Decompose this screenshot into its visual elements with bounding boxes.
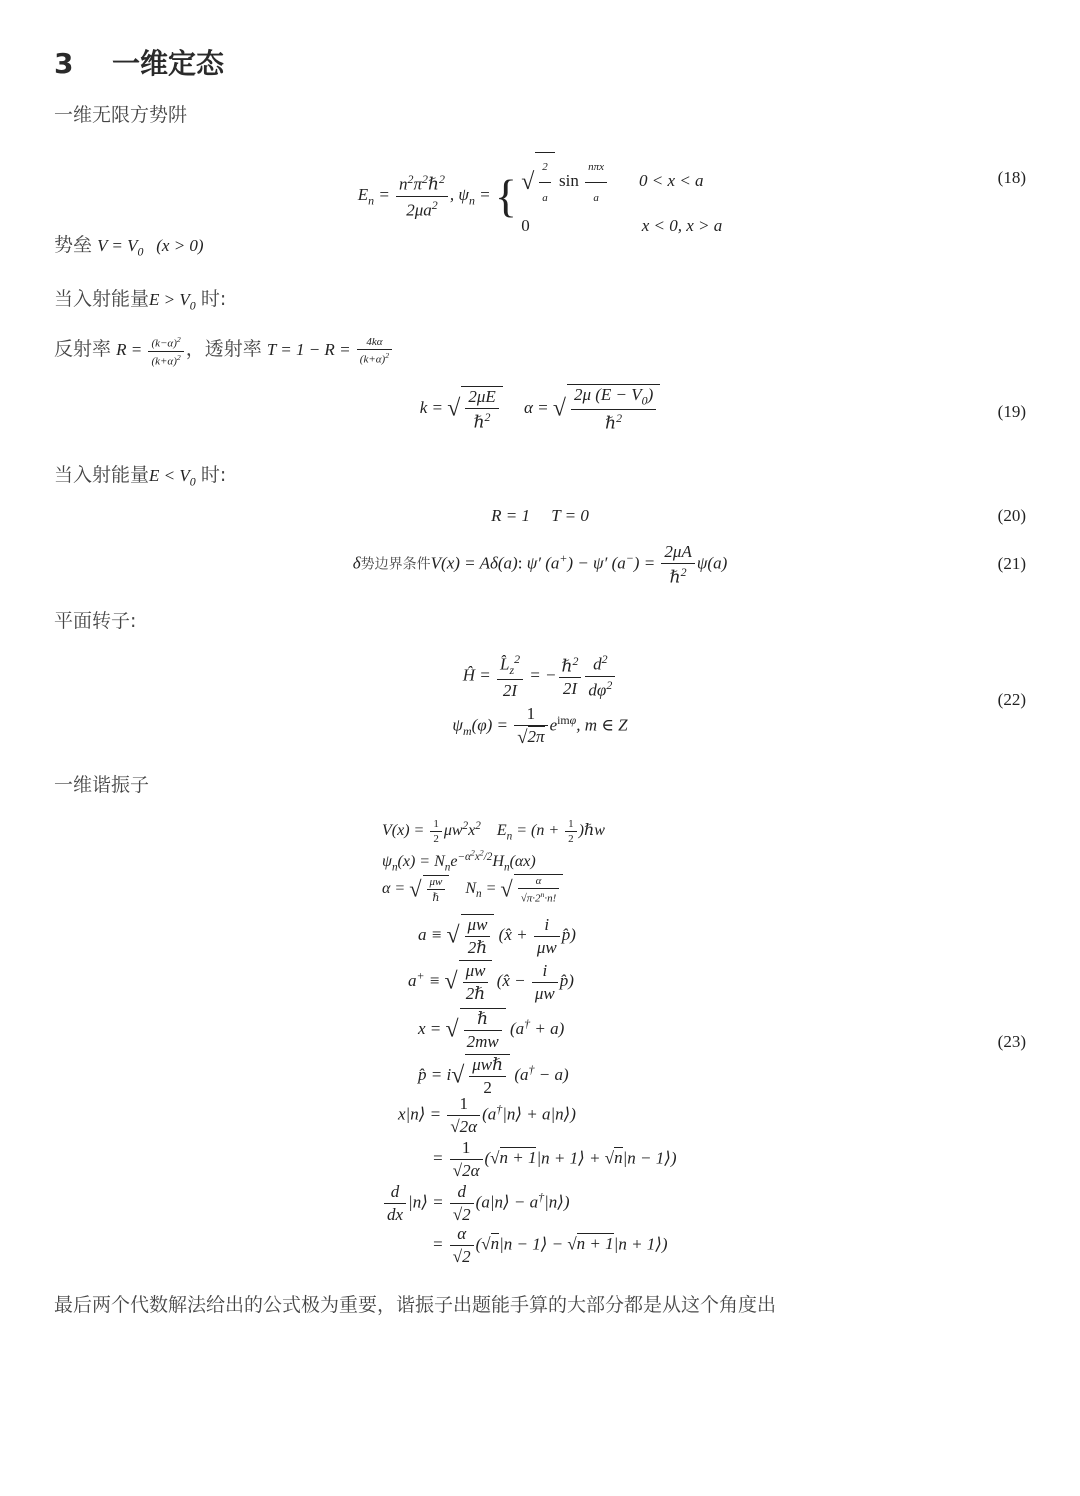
equation-23-line2: $\psi_n(x) = N_ne^{-\alpha^2x^2/2}H_n(\alpha x)$ [382,848,536,874]
equation-20: R = 1 T = 0 [491,506,589,525]
equation-21: δ势边界条件V(x) = Aδ(a): ψ′ (a+) − ψ′ (a−) = $\frac{2\mu A}{\hbar^2}$ ψ(a) [352,542,728,587]
equation-23-line4: a ≡ √ $\frac{\mu w}{\text{2ℏ}}$ (x̂ + $\frac{i}{\mu w}$ p̂) [418,914,576,957]
equation-23-line5: a+ ≡ √ $\frac{\mu w}{\text{2ℏ}}$ (x̂ − $\frac{i}{\mu w}$ p̂) [408,960,574,1003]
equation-23-line6: x = √ $\frac{\text{ℏ}}{2mw}$ (a† + a) [418,1009,565,1051]
paragraph-planar-rotor: 平面转子: [54,610,137,632]
paragraph-infinite-well: 一维无限方势阱 [54,104,188,126]
equation-22b: $\psi_m(\varphi)$ = $\frac{1}{√2\pi}$ $e^{im\varphi}$, m ∈ Z [452,704,628,749]
equation-number-18: (18) [997,168,1026,187]
paragraph-energy-below: 当入射能量$E < V_0$ 时: [54,464,227,489]
equation-23-line8: x|n⟩ = $\frac{1}{√2\alpha}$ (a†|n⟩ + a|n⟩) [398,1094,576,1136]
equation-number-22: (22) [997,690,1026,709]
paragraph-barrier: 势垒 $V = V_0$ (x > 0) [54,234,204,259]
equation-23-line3: α = √ $\frac{\mu w}{\text{ℏ}}$ $N_n$ = √ $\frac{\alpha}{√\pi\cdot 2^n\cdot n!}$ [382,874,563,905]
equation-number-23: (23) [997,1032,1026,1051]
section-heading [54,42,224,82]
equation-22a: Ĥ = $\frac{L̂_z^2}{2I}$ = − $\frac{\hbar^2}{2I}$ $\frac{d^2}{d\varphi^2}$ [0,652,1080,701]
equation-18: $E_n$ = $\frac{n^2\pi^2\hbar^2}{2\mu a^2}$ , $\psi_n$ = { √ $\frac{2}{a}$ sin $\frac{\text{nπx}}{a}$ 0 < x < a 0 x < 0, x > a [0,152,1080,240]
paragraph-energy-above: 当入射能量$E > V_0$ 时: [54,288,227,313]
section-number: 3 [54,47,74,80]
equation-23-line10: $\frac{d}{dx}$ |n⟩ = $\frac{d}{√2}$ (a|n⟩ − a†|n⟩) [382,1182,570,1225]
equation-23-line1: V(x) = $\frac{1}{2}$ $\mu w^2x^2$ $E_n = (n$ + $\frac{1}{2}$ )ℏw [382,818,605,845]
equation-23-line7: p̂ = i√ $\frac{\text{μwℏ}}{2}$ (a† − a) [418,1055,569,1097]
equation-19: k = √ $\frac{2\mu E}{\hbar^2}$ α = √ $\frac{2\mu (E - V_0)}{\hbar^2}$ [0,384,1080,434]
paragraph-conclusion: 最后两个代数解法给出的公式极为重要，谐振子出题能手算的大部分都是从这个角度出 [54,1294,777,1316]
equation-23-line9: = $\frac{1}{√2\alpha}$ (√n + 1|n + 1⟩ + √n|n − 1⟩) [432,1138,677,1180]
paragraph-harmonic-oscillator: 一维谐振子 [54,774,150,796]
equation-number-20: (20) [997,506,1026,525]
equation-number-21: (21) [997,554,1026,573]
paragraph-reflection: 反射率 R = $\frac{(k-\alpha)^2}{(k+\alpha)^2}$ ，透射率 T = 1 − R = $\frac{4k\alpha}{(k+\alpha)^2}$ [54,334,394,367]
equation-number-19: (19) [997,402,1026,421]
section-title: 一维定态 [112,47,225,80]
equation-23-line11: = $\frac{\alpha}{√2}$ (√n|n − 1⟩ − √n + 1|n + 1⟩) [432,1224,668,1266]
